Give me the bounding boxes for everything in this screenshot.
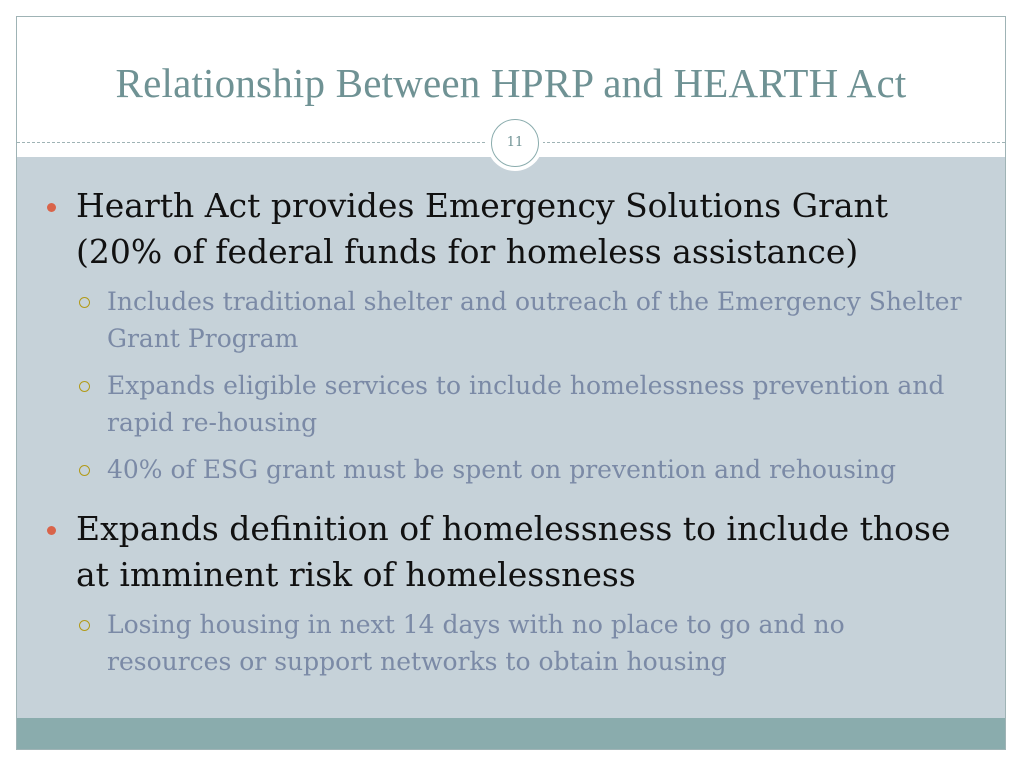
slide-number: 11 (491, 119, 539, 167)
bullet-text: Losing housing in next 14 days with no place to go and no resources or support networks to obtain housing (107, 610, 845, 676)
slide-number-badge (487, 115, 543, 171)
bullet-ring-icon (79, 381, 90, 392)
bullet-level1 (76, 183, 969, 275)
bullet-text: Includes traditional shelter and outreach of the Emergency Shelter Grant Program (107, 287, 962, 353)
bullet-level1 (76, 506, 969, 598)
bullet-level2 (107, 367, 965, 441)
content (17, 183, 1005, 690)
bullet-ring-icon (79, 465, 90, 476)
bullet-ring-icon (79, 297, 90, 308)
bullet-text: Expands definition of homelessness to include those at imminent risk of homelessness (76, 509, 951, 594)
bullet-level2 (107, 283, 965, 357)
slide-title: Relationship Between HPRP and HEARTH Act (115, 60, 907, 106)
bullet-text: 40% of ESG grant must be spent on prevention and rehousing (107, 455, 897, 484)
bullet-text: Hearth Act provides Emergency Solutions Grant (20% of federal funds for homeless assistance) (76, 186, 889, 271)
bullet-dot-icon (47, 203, 56, 212)
bullet-dot-icon (47, 526, 56, 535)
footer-bar (17, 718, 1005, 750)
bullet-level2 (107, 606, 965, 680)
slide (16, 16, 1006, 750)
bullet-level2 (107, 451, 965, 488)
bullet-text: Expands eligible services to include homelessness prevention and rapid re-housing (107, 371, 945, 437)
bullet-ring-icon (79, 620, 90, 631)
